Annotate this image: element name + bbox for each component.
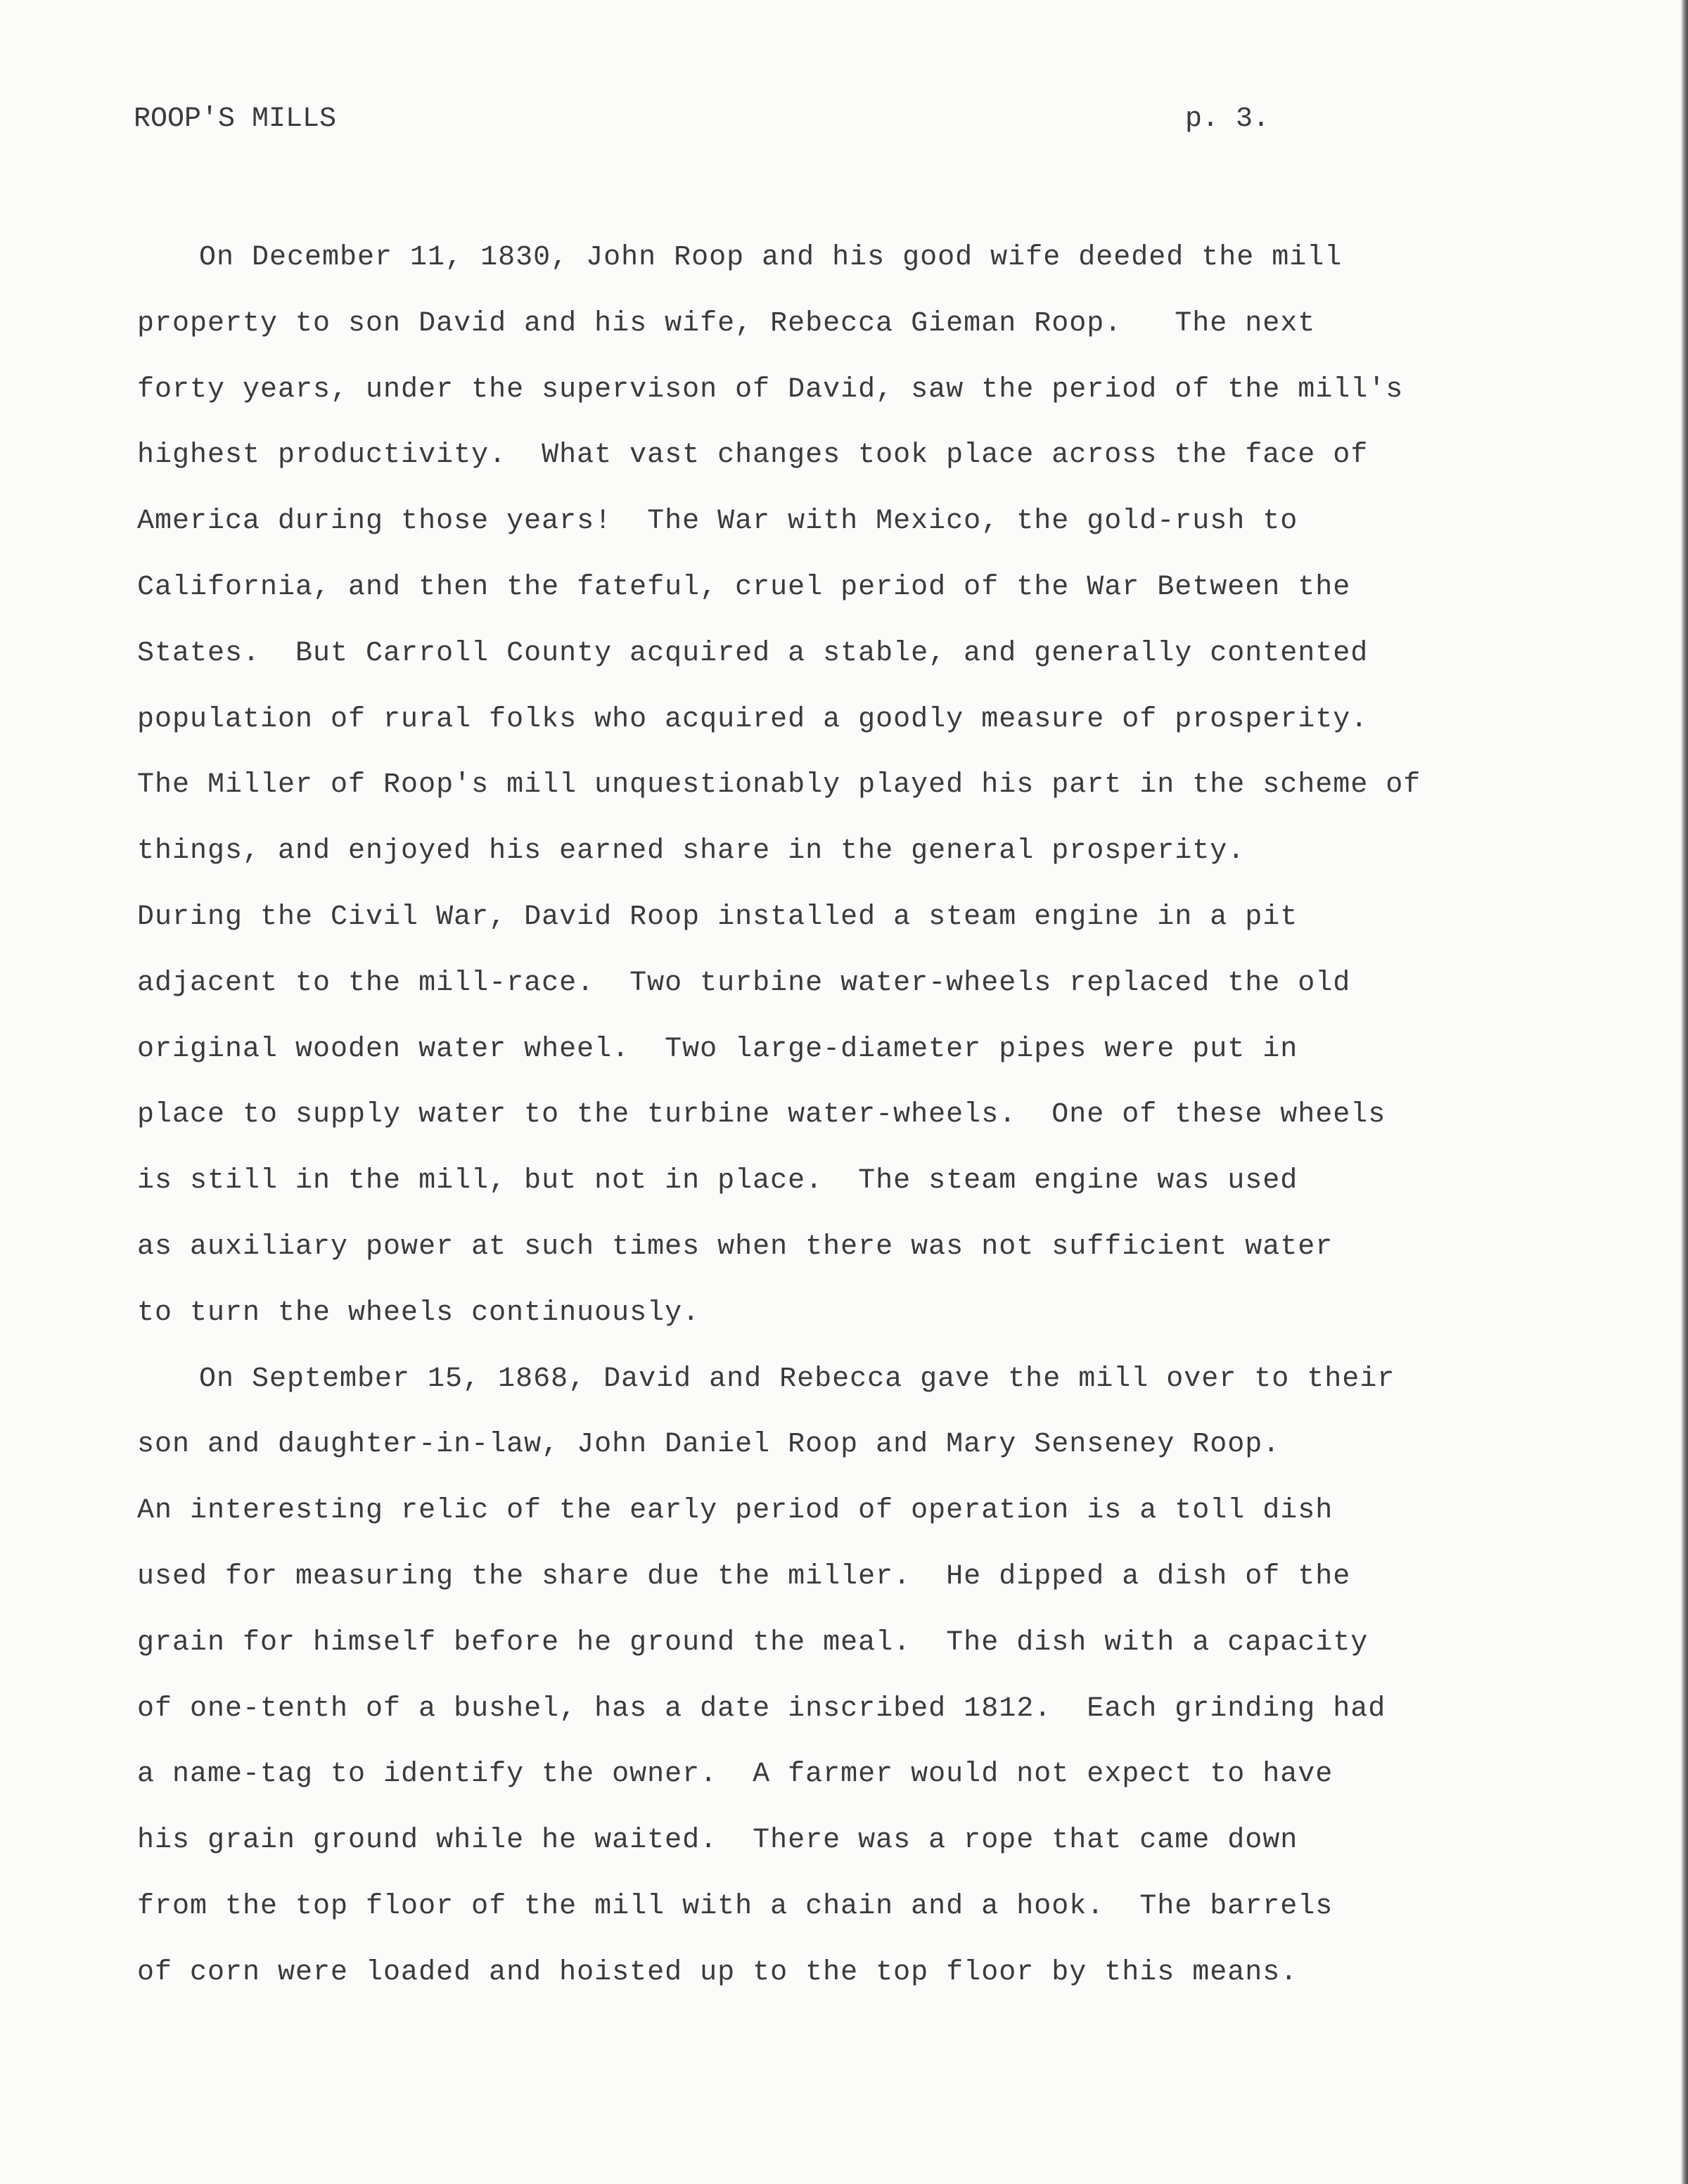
text-line: adjacent to the mill-race. Two turbine water-wheels replaced the old: [137, 967, 1351, 999]
text-line: The Miller of Roop's mill unquestionably played his part in the scheme of: [137, 769, 1421, 802]
text-line: a name-tag to identify the owner. A farmer would not expect to have: [137, 1759, 1334, 1791]
page-edge: [1681, 0, 1688, 2184]
text-line: place to supply water to the turbine water-wheels. One of these wheels: [137, 1099, 1386, 1131]
text-line: property to son David and his wife, Rebecca Gieman Roop. The next: [137, 307, 1316, 340]
text-line: An interesting relic of the early period of operation is a toll dish: [137, 1495, 1334, 1527]
text-line: population of rural folks who acquired a goodly measure of prosperity.: [137, 703, 1369, 736]
text-line: forty years, under the supervison of David, saw the period of the mill's: [137, 373, 1404, 406]
text-line: original wooden water wheel. Two large-diameter pipes were put in: [137, 1033, 1298, 1065]
text-line: On December 11, 1830, John Roop and his good wife deeded the mill: [199, 242, 1343, 274]
text-line: America during those years! The War with Mexico, the gold-rush to: [137, 506, 1298, 538]
text-line: used for measuring the share due the miller. He dipped a dish of the: [137, 1560, 1351, 1593]
text-line: son and daughter-in-law, John Daniel Roop and Mary Senseney Roop.: [137, 1429, 1281, 1461]
text-line: his grain ground while he waited. There was a rope that came down: [137, 1825, 1298, 1857]
page-header: [134, 98, 1294, 141]
text-line: highest productivity. What vast changes took place across the face of: [137, 439, 1369, 472]
page-number: p. 3.: [1185, 103, 1270, 135]
text-line: is still in the mill, but not in place. The steam engine was used: [137, 1165, 1298, 1197]
text-line: as auxiliary power at such times when there was not sufficient water: [137, 1231, 1334, 1263]
text-line: from the top floor of the mill with a chain and a hook. The barrels: [137, 1890, 1334, 1922]
text-line: of corn were loaded and hoisted up to the top floor by this means.: [137, 1956, 1298, 1989]
document-title: ROOP'S MILLS: [134, 103, 337, 135]
text-line: States. But Carroll County acquired a stable, and generally contented: [137, 637, 1369, 669]
text-line: During the Civil War, David Roop installed a steam engine in a pit: [137, 901, 1298, 933]
text-line: things, and enjoyed his earned share in the general prosperity.: [137, 835, 1246, 868]
text-line: grain for himself before he ground the meal. The dish with a capacity: [137, 1626, 1369, 1659]
text-line: to turn the wheels continuously.: [137, 1297, 701, 1329]
text-line: of one-tenth of a bushel, has a date inscribed 1812. Each grinding had: [137, 1692, 1386, 1725]
body-text: [137, 225, 1600, 2006]
text-line: California, and then the fateful, cruel period of the War Between the: [137, 571, 1351, 603]
text-line: On September 15, 1868, David and Rebecca gave the mill over to their: [199, 1363, 1395, 1395]
